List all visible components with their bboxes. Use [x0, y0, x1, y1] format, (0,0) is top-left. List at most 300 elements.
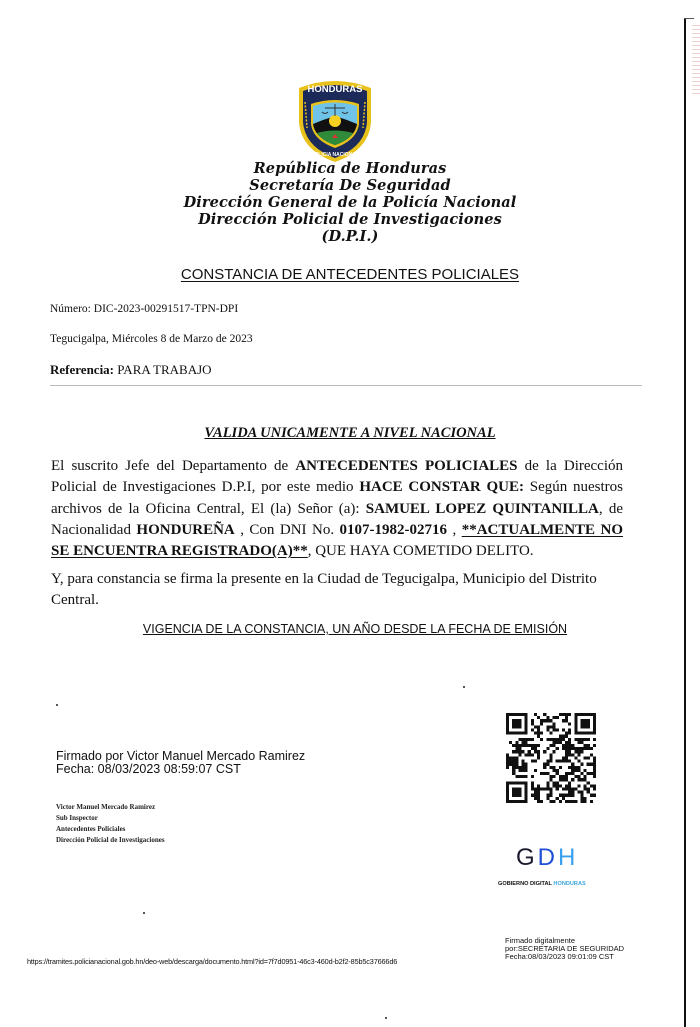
qr-module	[506, 787, 509, 790]
qr-module	[590, 713, 593, 716]
qr-module	[562, 735, 565, 738]
qr-module	[556, 797, 559, 800]
qr-module	[522, 763, 525, 766]
qr-module	[506, 791, 509, 794]
qr-module	[506, 781, 509, 784]
qr-module	[553, 775, 556, 778]
qr-module	[525, 753, 528, 756]
qr-module	[506, 713, 509, 716]
qr-module	[525, 713, 528, 716]
qr-module	[537, 735, 540, 738]
qr-module	[534, 760, 537, 763]
qr-module	[559, 784, 562, 787]
qr-module	[559, 775, 562, 778]
qr-module	[571, 763, 574, 766]
qr-module	[562, 729, 565, 732]
qr-module	[568, 722, 571, 725]
qr-module	[553, 729, 556, 732]
qr-module	[546, 716, 549, 719]
qr-module	[528, 753, 531, 756]
qr-module	[571, 791, 574, 794]
qr-module	[587, 772, 590, 775]
scan-speck	[385, 1017, 387, 1019]
qr-module	[556, 716, 559, 719]
qr-module	[553, 716, 556, 719]
qr-module	[512, 756, 515, 759]
qr-module	[565, 778, 568, 781]
qr-module	[587, 732, 590, 735]
signer-name: Victor Manuel Mercado Ramirez	[56, 803, 156, 811]
qr-module	[574, 738, 577, 741]
scan-speck	[463, 686, 465, 688]
qr-module	[515, 763, 518, 766]
qr-module	[549, 725, 552, 728]
qr-module	[546, 763, 549, 766]
qr-module	[568, 781, 571, 784]
qr-module	[525, 794, 528, 797]
qr-module	[568, 760, 571, 763]
qr-module	[590, 784, 593, 787]
qr-module	[549, 787, 552, 790]
qr-module	[546, 738, 549, 741]
qr-module	[522, 800, 525, 803]
qr-module	[553, 741, 556, 744]
header-line-republica: República de Honduras	[253, 160, 447, 177]
qr-module	[559, 713, 562, 716]
qr-module	[518, 753, 521, 756]
qr-module	[553, 784, 556, 787]
qr-module	[534, 725, 537, 728]
qr-module	[568, 741, 571, 744]
qr-module	[506, 732, 509, 735]
qr-module	[562, 797, 565, 800]
qr-module	[580, 725, 583, 728]
qr-module	[593, 775, 596, 778]
qr-module	[531, 794, 534, 797]
qr-module	[568, 738, 571, 741]
qr-module	[525, 725, 528, 728]
qr-module	[584, 778, 587, 781]
qr-module	[562, 744, 565, 747]
qr-module	[531, 784, 534, 787]
qr-module	[590, 794, 593, 797]
qr-module	[580, 722, 583, 725]
qr-module	[543, 787, 546, 790]
page-edge-line	[684, 18, 686, 1027]
qr-module	[549, 794, 552, 797]
qr-module	[584, 756, 587, 759]
qr-module	[549, 738, 552, 741]
header-line-secretaria: Secretaría De Seguridad	[249, 177, 451, 194]
digital-signature-block	[56, 750, 305, 776]
qr-module	[574, 725, 577, 728]
qr-module	[574, 769, 577, 772]
body-bold-hace-constar: HACE CONSTAR QUE:	[359, 479, 524, 496]
qr-module	[590, 747, 593, 750]
qr-module	[525, 781, 528, 784]
qr-module	[584, 738, 587, 741]
qr-module	[556, 747, 559, 750]
qr-module	[562, 794, 565, 797]
qr-module	[556, 784, 559, 787]
qr-module	[543, 766, 546, 769]
qr-module	[587, 722, 590, 725]
gdh-letter-d: D	[537, 844, 559, 871]
qr-module	[562, 778, 565, 781]
qr-module	[580, 738, 583, 741]
qr-module	[571, 800, 574, 803]
signer-division: Dirección Policial de Investigaciones	[56, 836, 165, 844]
qr-module	[512, 800, 515, 803]
qr-module	[525, 791, 528, 794]
qr-module	[531, 775, 534, 778]
gdh-caption-gobierno: GOBIERNO DIGITAL	[498, 881, 554, 887]
qr-module	[512, 766, 515, 769]
qr-module	[531, 744, 534, 747]
qr-module	[580, 800, 583, 803]
qr-module	[506, 760, 509, 763]
qr-module	[584, 744, 587, 747]
qr-module	[537, 797, 540, 800]
qr-module	[543, 713, 546, 716]
gdh-letter-h: H	[558, 844, 579, 871]
qr-module	[518, 800, 521, 803]
qr-module	[522, 738, 525, 741]
qr-module	[522, 750, 525, 753]
qr-module	[568, 800, 571, 803]
qr-module	[556, 760, 559, 763]
qr-module	[525, 741, 528, 744]
qr-module	[577, 713, 580, 716]
qr-module	[546, 794, 549, 797]
qr-module	[590, 753, 593, 756]
qr-module	[574, 750, 577, 753]
qr-module	[528, 744, 531, 747]
qr-module	[587, 713, 590, 716]
qr-module	[593, 787, 596, 790]
qr-module	[587, 756, 590, 759]
qr-module	[549, 766, 552, 769]
qr-module	[534, 769, 537, 772]
qr-module	[571, 787, 574, 790]
qr-module	[580, 794, 583, 797]
qr-module	[580, 741, 583, 744]
qr-module	[584, 747, 587, 750]
qr-module	[540, 772, 543, 775]
qr-module	[512, 787, 515, 790]
qr-module	[580, 791, 583, 794]
qr-module	[571, 794, 574, 797]
qr-module	[553, 769, 556, 772]
qr-module	[537, 753, 540, 756]
qr-module	[515, 756, 518, 759]
qr-module	[537, 725, 540, 728]
qr-module	[518, 766, 521, 769]
qr-module	[568, 794, 571, 797]
qr-module	[546, 760, 549, 763]
qr-module	[540, 722, 543, 725]
qr-module	[546, 797, 549, 800]
qr-module	[506, 756, 509, 759]
qr-module	[565, 744, 568, 747]
qr-module	[522, 769, 525, 772]
qr-module	[580, 772, 583, 775]
digital-sign-line-3: Fecha:08/03/2023 09:01:09 CST	[505, 952, 614, 961]
document-number	[50, 303, 238, 315]
body-bold-status: **ACTUALMENTE NO SE ENCUENTRA REGISTRADO(A)**	[51, 521, 623, 560]
qr-module	[574, 787, 577, 790]
qr-module	[587, 763, 590, 766]
qr-module	[543, 763, 546, 766]
qr-module	[515, 800, 518, 803]
qr-module	[587, 725, 590, 728]
qr-module	[571, 769, 574, 772]
qr-module	[518, 769, 521, 772]
qr-module	[549, 744, 552, 747]
qr-module	[556, 729, 559, 732]
qr-module	[515, 766, 518, 769]
qr-module	[593, 719, 596, 722]
qr-module	[506, 794, 509, 797]
qr-module	[537, 794, 540, 797]
qr-module	[565, 716, 568, 719]
qr-module	[559, 760, 562, 763]
qr-module	[522, 760, 525, 763]
bleed-through-text	[692, 25, 700, 95]
signer-department: Antecedentes Policiales	[56, 825, 126, 833]
qr-module	[562, 787, 565, 790]
qr-module	[565, 794, 568, 797]
qr-module	[509, 800, 512, 803]
qr-module	[565, 756, 568, 759]
qr-module	[515, 741, 518, 744]
qr-module	[522, 744, 525, 747]
digital-sign-line-2: por:SECRETARIA DE SEGURIDAD	[505, 944, 625, 953]
qr-module	[525, 800, 528, 803]
qr-module	[546, 781, 549, 784]
qr-module	[531, 760, 534, 763]
qr-module	[593, 794, 596, 797]
qr-module	[553, 738, 556, 741]
qr-module	[593, 763, 596, 766]
qr-module	[571, 744, 574, 747]
gdh-caption	[498, 881, 586, 887]
qr-module	[506, 725, 509, 728]
body-text-6: ,	[447, 521, 462, 538]
qr-module	[522, 766, 525, 769]
qr-module	[543, 719, 546, 722]
certification-body	[51, 456, 623, 562]
qr-module	[587, 738, 590, 741]
validity-period	[0, 622, 700, 636]
qr-module	[568, 744, 571, 747]
qr-module	[574, 732, 577, 735]
body-bold-department: ANTECEDENTES POLICIALES	[295, 458, 518, 474]
qr-module	[534, 794, 537, 797]
qr-module	[593, 784, 596, 787]
qr-module	[537, 716, 540, 719]
referencia-value: PARA TRABAJO	[117, 362, 212, 377]
qr-module	[584, 713, 587, 716]
qr-module	[568, 791, 571, 794]
qr-module	[562, 719, 565, 722]
qr-module	[506, 797, 509, 800]
gdh-letter-g: G	[516, 844, 538, 871]
qr-module	[590, 763, 593, 766]
qr-module	[565, 775, 568, 778]
gdh-caption-honduras: HONDURAS	[553, 881, 586, 887]
qr-module	[559, 738, 562, 741]
qr-module	[571, 772, 574, 775]
qr-module	[537, 732, 540, 735]
qr-module	[509, 756, 512, 759]
qr-module	[562, 760, 565, 763]
qr-module	[584, 800, 587, 803]
qr-module	[534, 797, 537, 800]
qr-module	[534, 744, 537, 747]
qr-module	[543, 772, 546, 775]
qr-module	[512, 744, 515, 747]
qr-module	[522, 713, 525, 716]
qr-module	[525, 716, 528, 719]
qr-module	[562, 756, 565, 759]
qr-module	[584, 769, 587, 772]
qr-module	[534, 747, 537, 750]
qr-module	[537, 791, 540, 794]
body-text-1: El suscrito Jefe del Departamento de	[51, 458, 296, 474]
qr-module	[556, 741, 559, 744]
signed-by: Firmado por Victor Manuel Mercado Ramirez	[56, 749, 306, 763]
qr-module	[556, 772, 559, 775]
qr-module	[577, 738, 580, 741]
referencia	[50, 362, 212, 378]
qr-module	[584, 719, 587, 722]
qr-module	[522, 781, 525, 784]
qr-module	[574, 756, 577, 759]
qr-module	[580, 750, 583, 753]
qr-module	[546, 725, 549, 728]
qr-module	[518, 791, 521, 794]
qr-module	[512, 719, 515, 722]
qr-module	[553, 800, 556, 803]
qr-module	[556, 781, 559, 784]
qr-module	[549, 732, 552, 735]
qr-module	[528, 750, 531, 753]
qr-module	[512, 791, 515, 794]
qr-module	[531, 738, 534, 741]
qr-module	[512, 760, 515, 763]
qr-module	[565, 713, 568, 716]
qr-module	[540, 787, 543, 790]
qr-module	[584, 732, 587, 735]
qr-module	[525, 787, 528, 790]
qr-module	[522, 732, 525, 735]
qr-module	[512, 725, 515, 728]
qr-module	[515, 725, 518, 728]
qr-module	[546, 772, 549, 775]
qr-module	[525, 722, 528, 725]
qr-module	[509, 760, 512, 763]
qr-module	[580, 732, 583, 735]
qr-module	[528, 738, 531, 741]
qr-module	[565, 760, 568, 763]
qr-module	[518, 738, 521, 741]
qr-module	[518, 750, 521, 753]
qr-module	[509, 781, 512, 784]
scan-speck	[143, 912, 145, 914]
qr-module	[577, 741, 580, 744]
qr-module	[518, 725, 521, 728]
qr-module	[584, 775, 587, 778]
qr-module	[584, 784, 587, 787]
qr-module	[574, 729, 577, 732]
qr-module	[587, 787, 590, 790]
qr-module	[556, 787, 559, 790]
verification-url[interactable]: https://tramites.policianacional.gob.hn/deo-web/descarga/documento.html?id=7f7d0951-46c3-460d-b2f2-85b5c37666d6	[27, 957, 398, 966]
qr-module	[559, 794, 562, 797]
qr-module	[518, 744, 521, 747]
qr-module	[515, 794, 518, 797]
qr-module	[549, 719, 552, 722]
qr-module	[515, 791, 518, 794]
numero-value: DIC-2023-00291517-TPN-DPI	[93, 303, 239, 315]
qr-module	[577, 778, 580, 781]
qr-module	[587, 781, 590, 784]
qr-module	[540, 738, 543, 741]
qr-module	[565, 750, 568, 753]
qr-module	[531, 747, 534, 750]
signer-details	[56, 802, 165, 846]
qr-module	[512, 763, 515, 766]
qr-module	[565, 784, 568, 787]
qr-module	[540, 719, 543, 722]
closing-paragraph: Y, para constancia se firma la presente en la Ciudad de Tegucigalpa, Municipio del Distrito Central.	[51, 571, 597, 609]
qr-module	[518, 747, 521, 750]
qr-module	[537, 744, 540, 747]
body-text-4: , de Nacionalidad	[51, 500, 623, 538]
qr-module	[525, 766, 528, 769]
qr-module	[509, 732, 512, 735]
qr-module	[525, 719, 528, 722]
qr-module	[574, 713, 577, 716]
qr-module	[553, 781, 556, 784]
qr-module	[565, 772, 568, 775]
body-text-7: , QUE HAYA COMETIDO DELITO.	[307, 543, 534, 560]
qr-module	[549, 775, 552, 778]
qr-module	[537, 729, 540, 732]
qr-module	[531, 719, 534, 722]
qr-module	[571, 766, 574, 769]
verification-qr-code[interactable]	[506, 713, 596, 803]
qr-module	[537, 787, 540, 790]
body-text-2: de la Dirección Policial de Investigaciones D.P.I, por este medio	[51, 458, 623, 496]
qr-module	[562, 713, 565, 716]
qr-module	[574, 800, 577, 803]
qr-module	[574, 716, 577, 719]
qr-module	[549, 756, 552, 759]
qr-module	[565, 735, 568, 738]
qr-module	[518, 732, 521, 735]
city-date: Tegucigalpa, Miércoles 8 de Marzo de 2023	[50, 333, 253, 345]
qr-module	[515, 713, 518, 716]
qr-module	[525, 797, 528, 800]
qr-module	[571, 778, 574, 781]
qr-module	[580, 719, 583, 722]
qr-module	[559, 800, 562, 803]
numero-label: Número:	[50, 303, 91, 315]
qr-module	[549, 760, 552, 763]
qr-module	[525, 732, 528, 735]
